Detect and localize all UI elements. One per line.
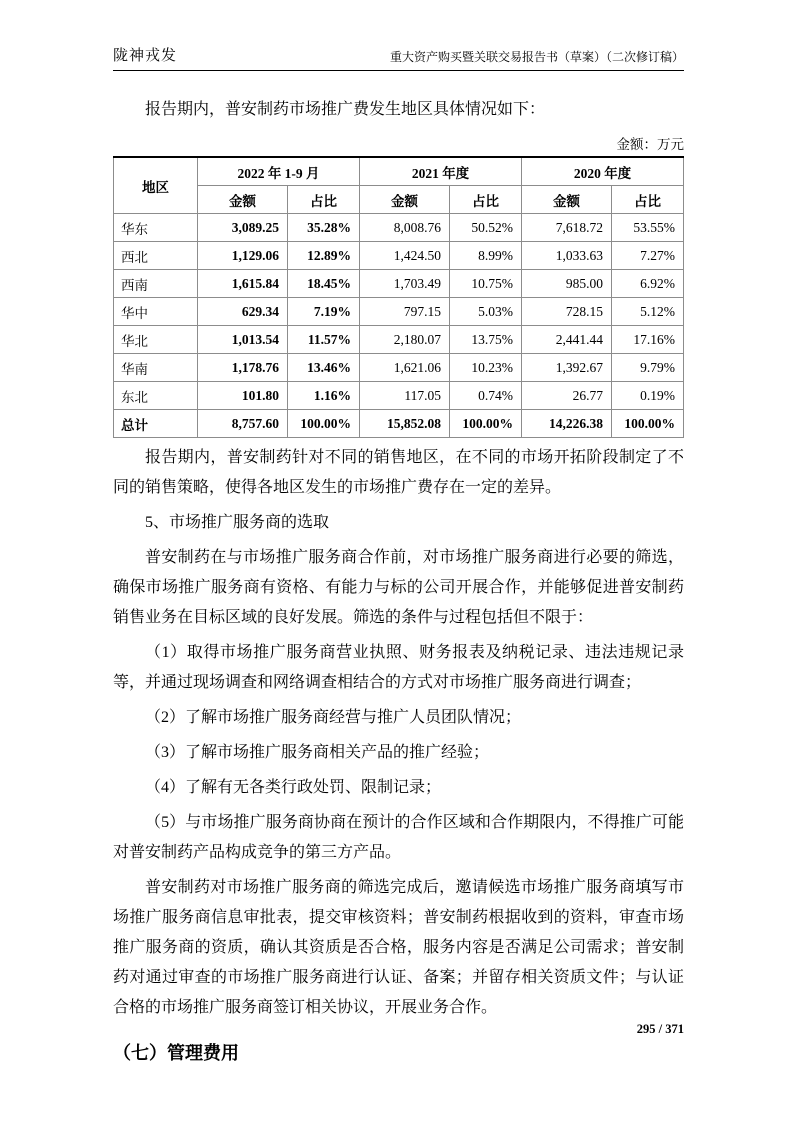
region-cell: 华北 (114, 326, 198, 354)
amount-cell: 14,226.38 (522, 410, 612, 438)
ratio-cell: 35.28% (288, 214, 360, 242)
table-row (114, 298, 684, 326)
table-total-row (114, 410, 684, 438)
col-header-ratio-2020: 占比 (612, 186, 684, 214)
amount-cell: 8,008.76 (360, 214, 450, 242)
amount-cell: 1,392.67 (522, 354, 612, 382)
ratio-cell: 12.89% (288, 242, 360, 270)
region-cell: 华东 (114, 214, 198, 242)
col-header-period-2021: 2021 年度 (360, 157, 522, 186)
ratio-cell: 5.12% (612, 298, 684, 326)
body-paragraph: 普安制药对市场推广服务商的筛选完成后，邀请候选市场推广服务商填写市场推广服务商信息审批表，提交审核资料；普安制药根据收到的资料，审查市场推广服务商的资质，确认其资质是否合格，服务内容是否满足公司需求；普安制药对通过审查的市场推广服务商进行认证、备案；并留存相关资质文件；与认证合格的市场推广服务商签订相关协议，开展业务合作。 (113, 879, 684, 1016)
amount-cell: 101.80 (198, 382, 288, 410)
table-row (114, 270, 684, 298)
region-cell: 东北 (114, 382, 198, 410)
amount-cell: 117.05 (360, 382, 450, 410)
region-promotion-expense-table (113, 156, 684, 438)
col-header-region: 地区 (114, 157, 198, 214)
body-paragraph: （4）了解有无各类行政处罚、限制记录； (145, 779, 442, 796)
body-paragraph: 5、市场推广服务商的选取 (145, 514, 330, 531)
amount-cell: 15,852.08 (360, 410, 450, 438)
body-paragraph: （5）与市场推广服务商协商在预计的合作区域和合作期限内，不得推广可能对普安制药产品构成竞争的第三方产品。 (113, 814, 684, 861)
amount-cell: 2,180.07 (360, 326, 450, 354)
region-cell: 总计 (114, 410, 198, 438)
ratio-cell: 17.16% (612, 326, 684, 354)
amount-cell: 1,013.54 (198, 326, 288, 354)
unit-label: 金额：万元 (616, 137, 684, 152)
amount-cell: 1,615.84 (198, 270, 288, 298)
body-paragraph: 普安制药在与市场推广服务商合作前，对市场推广服务商进行必要的筛选，确保市场推广服务商有资格、有能力与标的公司开展合作，并能够促进普安制药销售业务在目标区域的良好发展。筛选的条件与过程包括但不限于： (113, 549, 684, 626)
table-row (114, 382, 684, 410)
amount-cell: 2,441.44 (522, 326, 612, 354)
region-cell: 华中 (114, 298, 198, 326)
amount-cell: 1,033.63 (522, 242, 612, 270)
header-company-name: 陇神戎发 (113, 48, 178, 64)
ratio-cell: 18.45% (288, 270, 360, 298)
region-cell: 西南 (114, 270, 198, 298)
col-header-amount-2022: 金额 (198, 186, 288, 214)
amount-cell: 8,757.60 (198, 410, 288, 438)
amount-cell: 7,618.72 (522, 214, 612, 242)
page-number: 295 / 371 (636, 1022, 684, 1036)
amount-cell: 1,129.06 (198, 242, 288, 270)
amount-cell: 3,089.25 (198, 214, 288, 242)
ratio-cell: 11.57% (288, 326, 360, 354)
col-header-amount-2020: 金额 (522, 186, 612, 214)
ratio-cell: 100.00% (612, 410, 684, 438)
ratio-cell: 7.27% (612, 242, 684, 270)
ratio-cell: 1.16% (288, 382, 360, 410)
amount-cell: 1,703.49 (360, 270, 450, 298)
body-paragraph: （3）了解市场推广服务商相关产品的推广经验； (145, 744, 490, 761)
ratio-cell: 5.03% (450, 298, 522, 326)
body-paragraphs (113, 443, 684, 1023)
page-header (113, 44, 684, 71)
col-header-period-2022: 2022 年 1-9 月 (198, 157, 360, 186)
amount-cell: 629.34 (198, 298, 288, 326)
ratio-cell: 10.23% (450, 354, 522, 382)
amount-cell: 1,424.50 (360, 242, 450, 270)
amount-cell: 797.15 (360, 298, 450, 326)
ratio-cell: 9.79% (612, 354, 684, 382)
col-header-amount-2021: 金额 (360, 186, 450, 214)
ratio-cell: 100.00% (288, 410, 360, 438)
ratio-cell: 100.00% (450, 410, 522, 438)
table-header-row-periods (114, 157, 684, 186)
ratio-cell: 10.75% (450, 270, 522, 298)
ratio-cell: 53.55% (612, 214, 684, 242)
col-header-period-2020: 2020 年度 (522, 157, 684, 186)
col-header-ratio-2021: 占比 (450, 186, 522, 214)
col-header-ratio-2022: 占比 (288, 186, 360, 214)
ratio-cell: 13.46% (288, 354, 360, 382)
ratio-cell: 6.92% (612, 270, 684, 298)
region-cell: 华南 (114, 354, 198, 382)
amount-cell: 1,621.06 (360, 354, 450, 382)
table-row (114, 354, 684, 382)
table-row (114, 242, 684, 270)
ratio-cell: 50.52% (450, 214, 522, 242)
ratio-cell: 7.19% (288, 298, 360, 326)
body-paragraph: （2）了解市场推广服务商经营与推广人员团队情况； (145, 709, 522, 726)
table-row (114, 326, 684, 354)
region-cell: 西北 (114, 242, 198, 270)
ratio-cell: 0.19% (612, 382, 684, 410)
intro-paragraph: 报告期内，普安制药市场推广费发生地区具体情况如下： (145, 101, 546, 118)
section-heading: （七）管理费用 (113, 1043, 239, 1063)
body-paragraph: （1）取得市场推广服务商营业执照、财务报表及纳税记录、违法违规记录等，并通过现场调查和网络调查相结合的方式对市场推广服务商进行调查； (113, 644, 684, 691)
ratio-cell: 8.99% (450, 242, 522, 270)
table-header-row-measures (114, 186, 684, 214)
amount-cell: 26.77 (522, 382, 612, 410)
header-document-title: 重大资产购买暨关联交易报告书（草案）（二次修订稿） (389, 50, 684, 64)
table-row (114, 214, 684, 242)
ratio-cell: 0.74% (450, 382, 522, 410)
amount-cell: 728.15 (522, 298, 612, 326)
body-paragraph: 报告期内，普安制药针对不同的销售地区，在不同的市场开拓阶段制定了不同的销售策略，使得各地区发生的市场推广费存在一定的差异。 (113, 449, 684, 496)
amount-cell: 985.00 (522, 270, 612, 298)
ratio-cell: 13.75% (450, 326, 522, 354)
amount-cell: 1,178.76 (198, 354, 288, 382)
